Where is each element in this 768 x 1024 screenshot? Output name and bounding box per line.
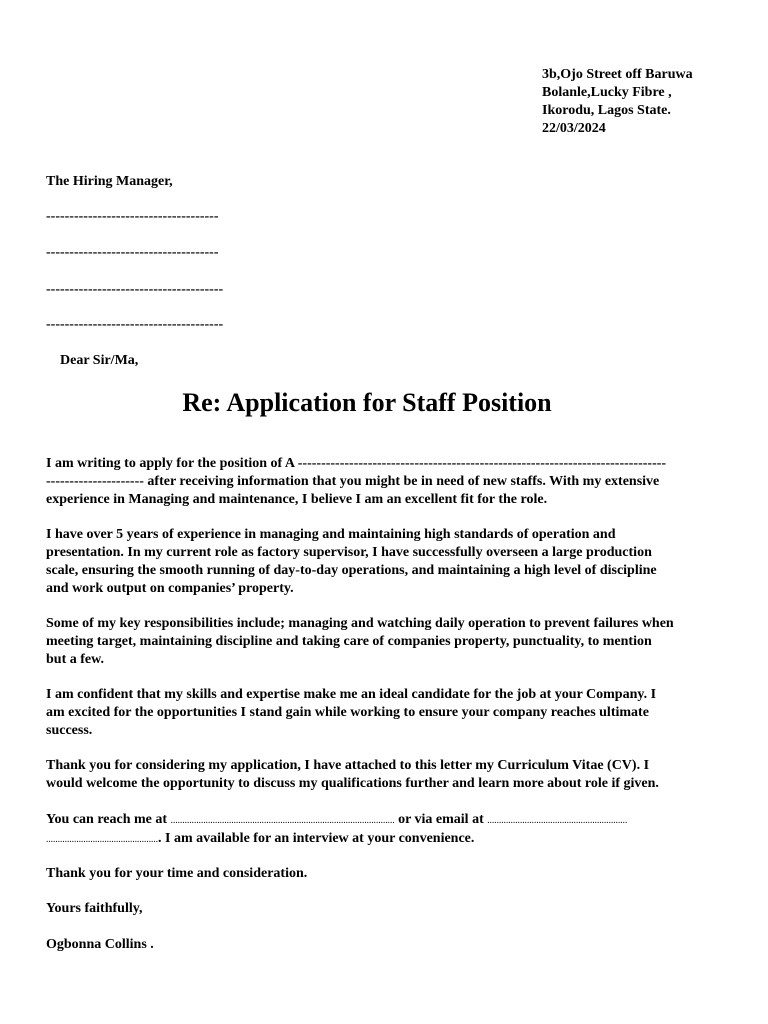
address-line-3: Ikorodu, Lagos State. — [542, 103, 671, 118]
greeting: Dear Sir/Ma, — [60, 353, 139, 368]
paragraph-line: and work output on companies’ property. — [46, 581, 294, 596]
recipient-blank-1: ------------------------------------- — [46, 209, 219, 224]
subject-heading: Re: Application for Staff Position — [182, 388, 552, 417]
paragraph-line: I am writing to apply for the position of A ------------------------------------------------------------------------------- — [46, 456, 667, 471]
paragraph-line: I am confident that my skills and expertise make me an ideal candidate for the job at your Company. I — [46, 687, 657, 702]
recipient-blank-3: -------------------------------------- — [46, 282, 224, 297]
paragraph-line: success. — [46, 723, 93, 738]
letter-date: 22/03/2024 — [542, 121, 606, 136]
paragraph-line: presentation. In my current role as factory supervisor, I have successfully overseen a large production — [46, 545, 652, 560]
contact-line-2 — [46, 830, 736, 849]
paragraph-line: Thank you for considering my application, I have attached to this letter my Curriculum Vitae (CV). I — [46, 758, 650, 773]
email-blank-continued: ………………………………………… — [46, 836, 158, 844]
closing-thanks: Thank you for your time and consideration. — [46, 866, 308, 881]
recipient-title: The Hiring Manager, — [46, 174, 173, 189]
address-line-2: Bolanle,Lucky Fibre , — [542, 85, 672, 100]
paragraph-line: would welcome the opportunity to discuss my qualifications further and learn more about role if given. — [46, 776, 659, 791]
paragraph-thanks-cv — [46, 757, 736, 793]
paragraph-contact — [46, 811, 736, 849]
closing-phrase: Yours faithfully, — [46, 901, 143, 916]
email-blank: …………………………………………………… — [487, 817, 628, 825]
paragraph-intro — [46, 455, 736, 509]
paragraph-line: Some of my key responsibilities include; managing and watching daily operation to prevent failures when — [46, 616, 674, 631]
paragraph-confidence — [46, 686, 736, 740]
contact-mid: or via email at — [394, 812, 488, 827]
recipient-blank-2: ------------------------------------- — [46, 245, 219, 260]
paragraph-line: I have over 5 years of experience in managing and maintaining high standards of operation and — [46, 527, 616, 542]
paragraph-line: but a few. — [46, 652, 104, 667]
paragraph-line: experience in Managing and maintenance, I believe I am an excellent fit for the role. — [46, 492, 548, 507]
contact-tail: . I am available for an interview at your convenience. — [158, 831, 475, 846]
phone-blank: …………………………………………………………………………………… — [170, 817, 395, 825]
paragraph-responsibilities — [46, 615, 736, 669]
paragraph-line: scale, ensuring the smooth running of day-to-day operations, and maintaining a high level of discipline — [46, 563, 657, 578]
signature-name: Ogbonna Collins . — [46, 937, 154, 952]
recipient-blank-4: -------------------------------------- — [46, 317, 224, 332]
paragraph-line: --------------------- after receiving information that you might be in need of new staffs. With my extensive — [46, 474, 660, 489]
contact-line-1 — [46, 811, 736, 830]
paragraph-line: meeting target, maintaining discipline and taking care of companies property, punctuality, to mention — [46, 634, 652, 649]
address-line-1: 3b,Ojo Street off Baruwa — [542, 67, 693, 82]
contact-lead: You can reach me at — [46, 812, 171, 827]
paragraph-line: am excited for the opportunities I stand gain while working to ensure your company reaches ultimate — [46, 705, 649, 720]
paragraph-experience — [46, 526, 736, 598]
sender-address — [542, 66, 693, 138]
